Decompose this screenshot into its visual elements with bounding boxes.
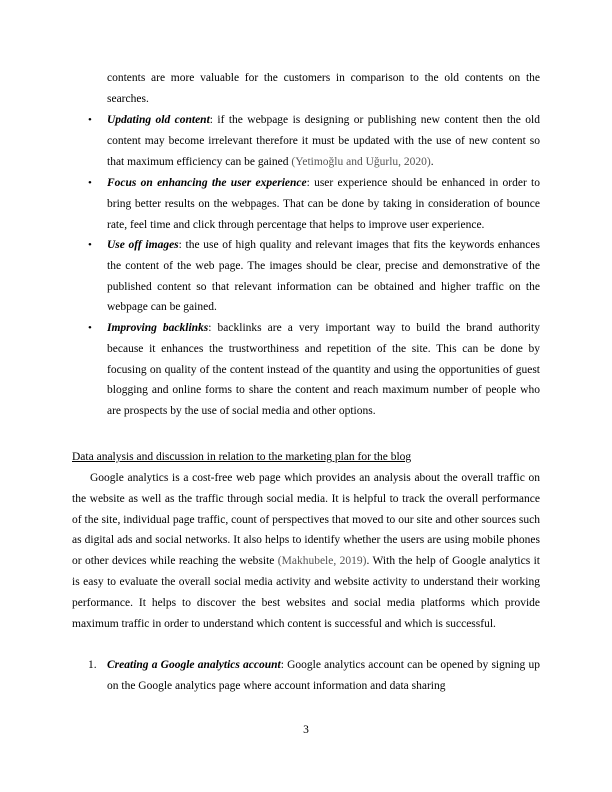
numbered-item-create-ga-account [107,655,540,697]
bullet-body: : backlinks are a very important way to build the brand authority because it enhances the trustworthiness and repetition of the site. This can be done by focusing on quality of the content instead of the quantity and using the opportunities of guest blogging and online forms to share the content and reach maximum number of people who are prospects by the use of social media and other options. [107,322,540,418]
section-heading: Data analysis and discussion in relation to the marketing plan for the blog [72,451,412,463]
bullet-item-user-experience [107,173,540,235]
paragraph-text-continued: . With the help of Google analytics it is easy to evaluate the overall social media activity and website activity to understand their working performance. It helps to discover the best websites and social media platforms which provide maximum traffic in order to understand which content is successful and which is successful. [72,555,540,630]
bullet-body: : user experience should be enhanced in order to bring better results on the webpages. That can be done by taking in consideration of bounce rate, feel time and click through percentage that helps to improve user experience. [107,177,540,231]
bullet-title: Use off images [107,239,179,251]
numbered-title: Creating a Google analytics account [107,659,281,671]
paragraph-text: Google analytics is a cost-free web page which provides an analysis about the overall traffic on the website as well as the traffic through social media. It is helpful to track the overall performance of the site, individual page traffic, count of perspectives that moved to our site and other sources such as digital ads and social networks. It also helps to identify whether the users are using mobile phones or other devices while reaching the website [72,472,540,568]
bullet-marker: • [88,322,92,334]
bullet-title: Focus on enhancing the user experience [107,177,307,189]
list-number: 1. [88,659,97,671]
bullet-item-updating-old-content [107,110,540,172]
numbered-body: : Google analytics account can be opened by signing up on the Google analytics page where account information and data sharing [107,659,540,692]
bullet-item-improving-backlinks [107,318,540,422]
page-number: 3 [303,724,309,736]
citation: (Yetimoğlu and Uğurlu, 2020) [291,155,431,168]
bullet-item-use-off-images [107,235,540,318]
bullet-tail: . [430,155,434,168]
bullet-marker: • [88,177,92,189]
bullet-marker: • [88,239,92,251]
continued-paragraph [107,68,540,110]
bullet-body: : if the webpage is designing or publishing new content then the old content may become irrelevant therefore it must be updated with the use of new content so that maximum efficiency can be gained [107,114,540,168]
continued-text: contents are more valuable for the customers in comparison to the old contents on the searches. [107,72,540,105]
section-paragraph [72,468,540,634]
bullet-title: Updating old content [107,114,210,126]
citation: (Makhubele, 2019) [277,555,367,568]
bullet-body: : the use of high quality and relevant images that fits the keywords enhances the content of the web page. The images should be clear, precise and demonstrative of the published content so that relevant information can be obtained and higher traffic on the webpage can be gained. [107,239,540,314]
bullet-marker: • [88,114,92,126]
bullet-title: Improving backlinks [107,322,209,334]
